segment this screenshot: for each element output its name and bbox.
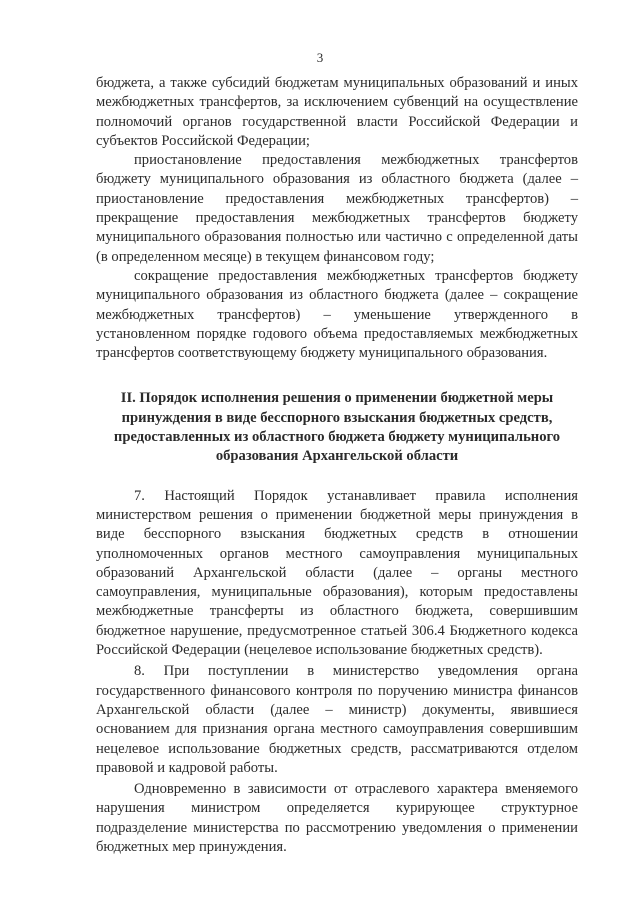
paragraph-item-7: 7. Настоящий Порядок устанавливает правила исполнения министерством решения о применении бюджетной меры принуждения в виде бесспорного взыскания бюджетных средств в отношении уполномоченных органов местного самоуправления муниципальных образований Архангельской области (далее – органы местного самоуправления, муниципальные образования), которым предоставлены межбюджетные трансферты из областного бюджета, совершившим бюджетное нарушение, предусмотренное статьей 306.4 Бюджетного кодекса Российской Федерации (нецелевое использование бюджетных средств). [96, 487, 578, 659]
paragraph-reduction-definition: сокращение предоставления межбюджетных трансфертов бюджету муниципального образования из областного бюджета (далее – сокращение межбюджетных трансфертов) – уменьшение утвержденного в установленном порядке годового объема предоставляемых межбюджетных трансфертов соответствующему бюджету муниципального образования. [96, 267, 578, 362]
paragraph-suspension-definition: приостановление предоставления межбюджетных трансфертов бюджету муниципального образования из областного бюджета (далее – приостановление предоставления межбюджетных трансфертов) – прекращение предоставления межбюджетных трансфертов бюджету муниципального образования полностью или частично с определенной даты (в определенном месяце) в текущем финансовом году; [96, 152, 578, 265]
document-body [96, 74, 578, 857]
section-heading: II. Порядок исполнения решения о применении бюджетной меры принуждения в виде бесспорного взыскания бюджетных средств, предоставленных из областного бюджета бюджету муниципального образования Архангельской области [113, 390, 561, 465]
paragraph-simultaneously: Одновременно в зависимости от отраслевого характера вменяемого нарушения министром определяется курирующее структурное подразделение министерства по рассмотрению уведомления о применении бюджетных мер принуждения. [96, 781, 578, 855]
page-number: 3 [316, 50, 324, 65]
paragraph-continuation: бюджета, а также субсидий бюджетам муниципальных образований и иных межбюджетных трансфертов, за исключением субвенций на осуществление полномочий органов государственной власти Российской Федерации и субъектов Российской Федерации; [96, 75, 578, 149]
paragraph-item-8: 8. При поступлении в министерство уведомления органа государственного финансового контроля по поручению министра финансов Архангельской области (далее – министр) документы, явившиеся основанием для признания органа местного самоуправления совершившим нецелевое использование бюджетных средств, рассматриваются отделом правовой и кадровой работы. [96, 663, 578, 776]
